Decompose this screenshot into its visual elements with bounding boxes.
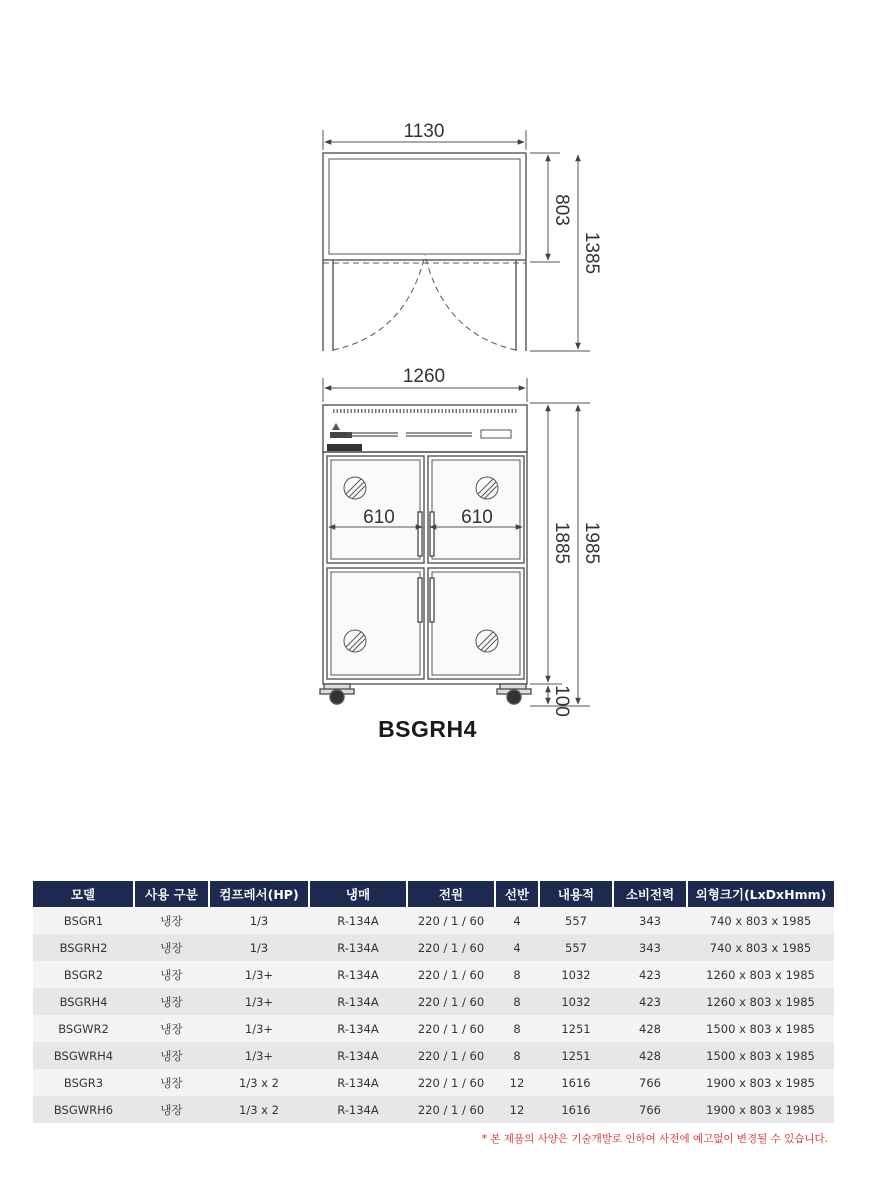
table-cell: 1500 x 803 x 1985 xyxy=(687,1015,834,1042)
dim-label-100: 100 xyxy=(551,685,572,717)
table-cell: 1032 xyxy=(539,961,613,988)
front-view xyxy=(320,378,590,706)
top-view xyxy=(323,130,590,351)
table-cell: BSGWR2 xyxy=(33,1015,134,1042)
table-cell: BSGWRH6 xyxy=(33,1096,134,1123)
table-cell: 220 / 1 / 60 xyxy=(407,1096,495,1123)
top-view-body xyxy=(323,153,526,260)
table-cell: 1032 xyxy=(539,988,613,1015)
dim-label-1260: 1260 xyxy=(402,366,446,387)
header-power: 전원 xyxy=(407,881,495,907)
caster-right xyxy=(497,684,531,704)
table-row xyxy=(33,934,834,961)
table-cell: 4 xyxy=(495,907,539,934)
table-cell: 428 xyxy=(613,1015,687,1042)
table-cell: 343 xyxy=(613,934,687,961)
table-cell: R-134A xyxy=(309,934,407,961)
header-usage: 사용 구분 xyxy=(134,881,209,907)
header-compressor: 컴프레서(HP) xyxy=(209,881,309,907)
table-cell: 423 xyxy=(613,988,687,1015)
table-cell: 12 xyxy=(495,1096,539,1123)
header-model: 모델 xyxy=(33,881,134,907)
table-cell: 냉장 xyxy=(134,1015,209,1042)
table-cell: 1/3 x 2 xyxy=(209,1069,309,1096)
footnote: * 본 제품의 사양은 기술개발로 인하여 사전에 예고없이 변경될 수 있습니다. xyxy=(481,1133,828,1145)
spec-table-body xyxy=(33,907,834,1123)
table-cell: 220 / 1 / 60 xyxy=(407,1042,495,1069)
header-shelves: 선반 xyxy=(495,881,539,907)
table-row xyxy=(33,988,834,1015)
table-cell: BSGR2 xyxy=(33,961,134,988)
door-swing-left xyxy=(333,255,425,350)
dim-label-803: 803 xyxy=(551,194,572,226)
table-cell: 220 / 1 / 60 xyxy=(407,1069,495,1096)
table-cell: 냉장 xyxy=(134,907,209,934)
table-cell: 1/3 xyxy=(209,907,309,934)
table-cell: 740 x 803 x 1985 xyxy=(687,934,834,961)
table-row xyxy=(33,961,834,988)
table-cell: R-134A xyxy=(309,961,407,988)
spec-table xyxy=(33,881,834,1123)
table-cell: 1/3 xyxy=(209,934,309,961)
table-cell: 8 xyxy=(495,961,539,988)
table-cell: 1616 xyxy=(539,1069,613,1096)
table-cell: R-134A xyxy=(309,988,407,1015)
table-row xyxy=(33,1096,834,1123)
table-cell: 1251 xyxy=(539,1015,613,1042)
table-cell: 1900 x 803 x 1985 xyxy=(687,1069,834,1096)
table-cell: R-134A xyxy=(309,1096,407,1123)
spec-table-header xyxy=(33,881,834,907)
table-cell: 1260 x 803 x 1985 xyxy=(687,961,834,988)
table-cell: 220 / 1 / 60 xyxy=(407,961,495,988)
logo-triangle-icon xyxy=(332,423,340,430)
header-refrigerant: 냉매 xyxy=(309,881,407,907)
table-row xyxy=(33,1042,834,1069)
table-cell: 8 xyxy=(495,1015,539,1042)
table-cell: 220 / 1 / 60 xyxy=(407,988,495,1015)
dim-label-1885: 1885 xyxy=(551,521,572,565)
table-cell: 8 xyxy=(495,1042,539,1069)
display-panel xyxy=(481,430,511,438)
table-cell: 냉장 xyxy=(134,1069,209,1096)
table-cell: 766 xyxy=(613,1069,687,1096)
table-cell: 220 / 1 / 60 xyxy=(407,934,495,961)
table-cell: 423 xyxy=(613,961,687,988)
table-cell: BSGR3 xyxy=(33,1069,134,1096)
table-cell: 1/3+ xyxy=(209,961,309,988)
table-cell: 557 xyxy=(539,934,613,961)
table-cell: 1500 x 803 x 1985 xyxy=(687,1042,834,1069)
door-swing-right xyxy=(425,255,516,350)
handle-lower-right xyxy=(430,578,434,622)
table-cell: 428 xyxy=(613,1042,687,1069)
dim-label-610-left: 610 xyxy=(363,507,395,528)
handle-upper-left xyxy=(418,512,422,556)
dim-label-1385: 1385 xyxy=(581,231,602,275)
table-cell: 8 xyxy=(495,988,539,1015)
dim-label-1130: 1130 xyxy=(403,121,445,142)
table-cell: 1251 xyxy=(539,1042,613,1069)
handle-upper-right xyxy=(430,512,434,556)
table-cell: BSGRH2 xyxy=(33,934,134,961)
table-cell: 766 xyxy=(613,1096,687,1123)
table-cell: 1/3+ xyxy=(209,988,309,1015)
table-cell: 1260 x 803 x 1985 xyxy=(687,988,834,1015)
table-cell: 1900 x 803 x 1985 xyxy=(687,1096,834,1123)
table-cell: 220 / 1 / 60 xyxy=(407,1015,495,1042)
table-cell: BSGRH4 xyxy=(33,988,134,1015)
table-cell: BSGWRH4 xyxy=(33,1042,134,1069)
table-cell: 343 xyxy=(613,907,687,934)
table-cell: 냉장 xyxy=(134,988,209,1015)
header-dimensions: 외형크기(LxDxHmm) xyxy=(687,881,834,907)
table-cell: 557 xyxy=(539,907,613,934)
table-cell: R-134A xyxy=(309,1069,407,1096)
caster-left xyxy=(320,684,354,704)
table-cell: 220 / 1 / 60 xyxy=(407,907,495,934)
top-view-inner xyxy=(329,159,520,254)
table-cell: 4 xyxy=(495,934,539,961)
table-cell: 냉장 xyxy=(134,934,209,961)
table-cell: R-134A xyxy=(309,907,407,934)
dim-label-610-right: 610 xyxy=(461,507,493,528)
table-cell: R-134A xyxy=(309,1042,407,1069)
handle-lower-left xyxy=(418,578,422,622)
table-cell: 냉장 xyxy=(134,961,209,988)
table-row xyxy=(33,907,834,934)
table-row xyxy=(33,1069,834,1096)
table-cell: BSGR1 xyxy=(33,907,134,934)
dim-label-1985: 1985 xyxy=(581,521,602,565)
table-cell: 12 xyxy=(495,1069,539,1096)
table-cell: 1/3+ xyxy=(209,1015,309,1042)
table-cell: 1616 xyxy=(539,1096,613,1123)
table-cell: 냉장 xyxy=(134,1042,209,1069)
table-cell: 1/3 x 2 xyxy=(209,1096,309,1123)
table-row xyxy=(33,1015,834,1042)
brand-badge xyxy=(327,444,362,451)
header-consumption: 소비전력 xyxy=(613,881,687,907)
header-capacity: 내용적 xyxy=(539,881,613,907)
table-cell: 740 x 803 x 1985 xyxy=(687,907,834,934)
table-cell: 냉장 xyxy=(134,1096,209,1123)
table-cell: R-134A xyxy=(309,1015,407,1042)
model-label: BSGRH4 xyxy=(378,716,477,742)
table-cell: 1/3+ xyxy=(209,1042,309,1069)
